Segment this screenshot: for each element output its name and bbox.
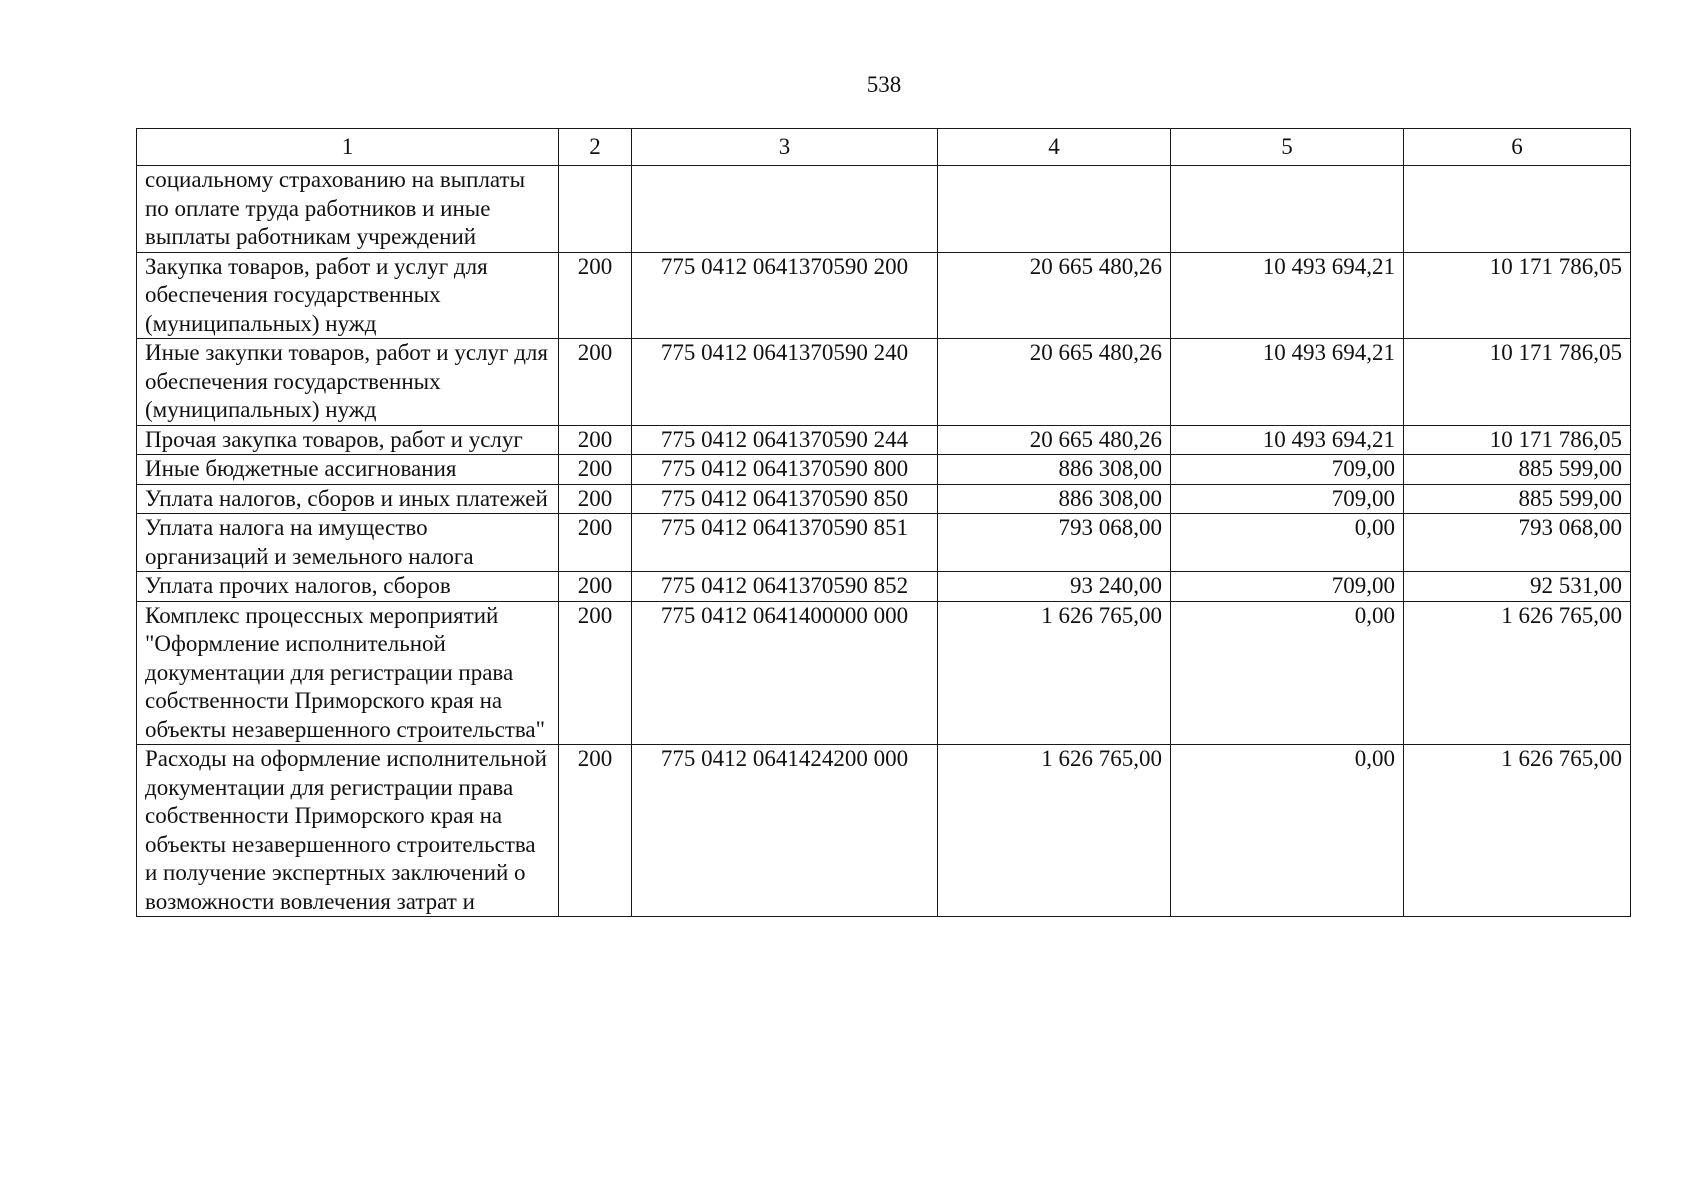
row-value-4: 20 665 480,26 [938,339,1171,426]
row-value-6: 10 171 786,05 [1404,339,1631,426]
header-col-5: 5 [1171,129,1404,166]
row-value-5: 709,00 [1171,484,1404,514]
table-row [137,252,1631,339]
table-row [137,455,1631,485]
row-code: 200 [559,601,632,745]
row-code: 200 [559,572,632,602]
row-name: Уплата налогов, сборов и иных платежей [137,484,559,514]
budget-table [136,128,1631,917]
row-kbk: 775 0412 0641370590 850 [632,484,938,514]
row-kbk [632,166,938,253]
row-value-5: 10 493 694,21 [1171,425,1404,455]
row-code: 200 [559,339,632,426]
row-name: Прочая закупка товаров, работ и услуг [137,425,559,455]
row-kbk: 775 0412 0641370590 851 [632,514,938,572]
row-kbk: 775 0412 0641424200 000 [632,745,938,917]
header-col-2: 2 [559,129,632,166]
row-value-5 [1171,166,1404,253]
row-value-4: 20 665 480,26 [938,252,1171,339]
row-name: Иные закупки товаров, работ и услуг для обеспечения государственных (муниципальных) нужд [137,339,559,426]
header-col-6: 6 [1404,129,1631,166]
row-value-6: 885 599,00 [1404,484,1631,514]
row-name: Закупка товаров, работ и услуг для обеспечения государственных (муниципальных) нужд [137,252,559,339]
row-kbk: 775 0412 0641370590 244 [632,425,938,455]
row-value-4: 1 626 765,00 [938,745,1171,917]
row-value-4: 793 068,00 [938,514,1171,572]
row-value-6: 10 171 786,05 [1404,252,1631,339]
row-value-5: 709,00 [1171,455,1404,485]
row-value-6: 92 531,00 [1404,572,1631,602]
table-row [137,514,1631,572]
header-col-1: 1 [137,129,559,166]
row-value-5: 0,00 [1171,514,1404,572]
row-name: социальному страхованию на выплаты по оплате труда работников и иные выплаты работникам учреждений [137,166,559,253]
row-code: 200 [559,455,632,485]
page-number: 538 [866,72,902,97]
table-row [137,166,1631,253]
table-row [137,601,1631,745]
row-kbk: 775 0412 0641370590 240 [632,339,938,426]
row-code: 200 [559,745,632,917]
row-code: 200 [559,484,632,514]
row-value-4: 886 308,00 [938,455,1171,485]
row-value-6: 793 068,00 [1404,514,1631,572]
row-value-4: 93 240,00 [938,572,1171,602]
row-name: Уплата налога на имущество организаций и земельного налога [137,514,559,572]
row-value-5: 10 493 694,21 [1171,252,1404,339]
row-code: 200 [559,425,632,455]
table-row [137,745,1631,917]
row-name: Уплата прочих налогов, сборов [137,572,559,602]
row-code: 200 [559,252,632,339]
row-value-4 [938,166,1171,253]
row-value-5: 0,00 [1171,745,1404,917]
header-col-3: 3 [632,129,938,166]
row-value-4: 1 626 765,00 [938,601,1171,745]
row-value-6 [1404,166,1631,253]
row-value-6: 1 626 765,00 [1404,601,1631,745]
row-name: Расходы на оформление исполнительной документации для регистрации права собственности Приморского края на объекты незавершенного строительства и получение экспертных заключений о возможности вовлечения затрат и [137,745,559,917]
row-kbk: 775 0412 0641370590 800 [632,455,938,485]
table-row [137,425,1631,455]
row-value-5: 0,00 [1171,601,1404,745]
table-row [137,484,1631,514]
table-row [137,339,1631,426]
row-kbk: 775 0412 0641370590 852 [632,572,938,602]
row-value-4: 886 308,00 [938,484,1171,514]
row-name: Комплекс процессных мероприятий "Оформление исполнительной документации для регистрации права собственности Приморского края на объекты незавершенного строительства" [137,601,559,745]
table-row [137,572,1631,602]
row-value-6: 10 171 786,05 [1404,425,1631,455]
row-code [559,166,632,253]
row-kbk: 775 0412 0641400000 000 [632,601,938,745]
row-value-6: 885 599,00 [1404,455,1631,485]
row-value-5: 709,00 [1171,572,1404,602]
header-col-4: 4 [938,129,1171,166]
row-value-6: 1 626 765,00 [1404,745,1631,917]
row-value-4: 20 665 480,26 [938,425,1171,455]
header-row [137,129,1631,166]
row-kbk: 775 0412 0641370590 200 [632,252,938,339]
row-name: Иные бюджетные ассигнования [137,455,559,485]
row-code: 200 [559,514,632,572]
row-value-5: 10 493 694,21 [1171,339,1404,426]
